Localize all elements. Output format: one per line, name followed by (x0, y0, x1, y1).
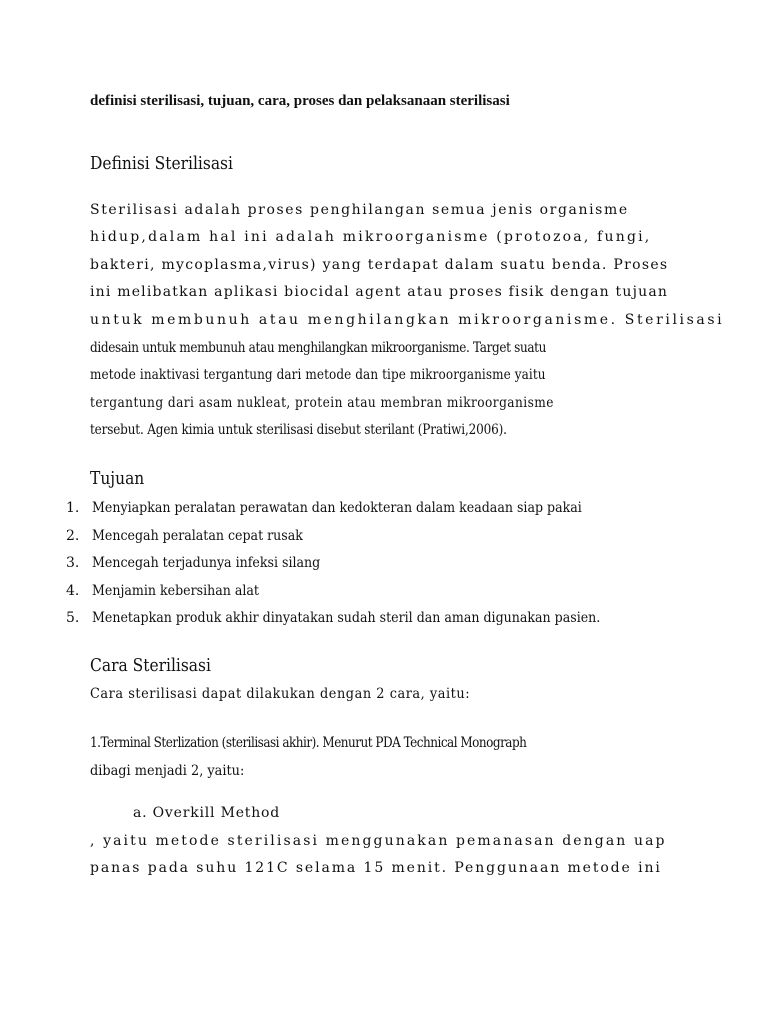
heading-definisi: Definisi Sterilisasi (90, 153, 233, 174)
terminal-sterilization-line: dibagi menjadi 2, yaitu: (90, 763, 245, 779)
heading-tujuan: Tujuan (90, 468, 145, 489)
terminal-sterilization-line: 1.Terminal Sterlization (sterilisasi akhir). Menurut PDA Technical Monograph (90, 735, 527, 751)
method-a-label: a. Overkill Method (133, 805, 281, 821)
definisi-paragraph (90, 202, 725, 452)
list-text: Menyiapkan peralatan perawatan dan kedokteran dalam keadaan siap pakai (92, 500, 582, 516)
document-title: definisi sterilisasi, tujuan, cara, proses dan pelaksanaan sterilisasi (90, 93, 510, 109)
cara-intro: Cara sterilisasi dapat dilakukan dengan 2 cara, yaitu: (90, 686, 471, 702)
paragraph-line: metode inaktivasi tergantung dari metode dan tipe mikroorganisme yaitu (90, 367, 546, 383)
list-text: Menetapkan produk akhir dinyatakan sudah steril dan aman digunakan pasien. (92, 610, 601, 626)
method-a-line: panas pada suhu 121C selama 15 menit. Penggunaan metode ini (90, 860, 662, 876)
paragraph-line: tersebut. Agen kimia untuk sterilisasi disebut sterilant (Pratiwi,2006). (90, 422, 507, 438)
list-number: 5. (66, 610, 80, 626)
list-text: Mencegah peralatan cepat rusak (92, 528, 303, 544)
paragraph-line: bakteri, mycoplasma,virus) yang terdapat dalam suatu benda. Proses (90, 257, 669, 273)
list-number: 1. (66, 500, 80, 516)
paragraph-line: didesain untuk membunuh atau menghilangkan mikroorganisme. Target suatu (90, 340, 547, 356)
paragraph-line: tergantung dari asam nukleat, protein atau membran mikroorganisme (90, 395, 554, 411)
heading-cara: Cara Sterilisasi (90, 655, 211, 676)
paragraph-line: hidup,dalam hal ini adalah mikroorganisme (protozoa, fungi, (90, 229, 652, 245)
paragraph-line: Sterilisasi adalah proses penghilangan semua jenis organisme (90, 202, 629, 218)
list-number: 2. (66, 528, 80, 544)
method-a-line: , yaitu metode sterilisasi menggunakan pemanasan dengan uap (90, 833, 667, 849)
list-number: 4. (66, 583, 80, 599)
list-text: Menjamin kebersihan alat (92, 583, 259, 599)
paragraph-line: untuk membunuh atau menghilangkan mikroorganisme. Sterilisasi (90, 312, 725, 328)
list-number: 3. (66, 555, 80, 571)
paragraph-line: ini melibatkan aplikasi biocidal agent atau proses fisik dengan tujuan (90, 284, 669, 300)
cara-section (90, 686, 690, 906)
list-text: Mencegah terjadunya infeksi silang (92, 555, 321, 571)
